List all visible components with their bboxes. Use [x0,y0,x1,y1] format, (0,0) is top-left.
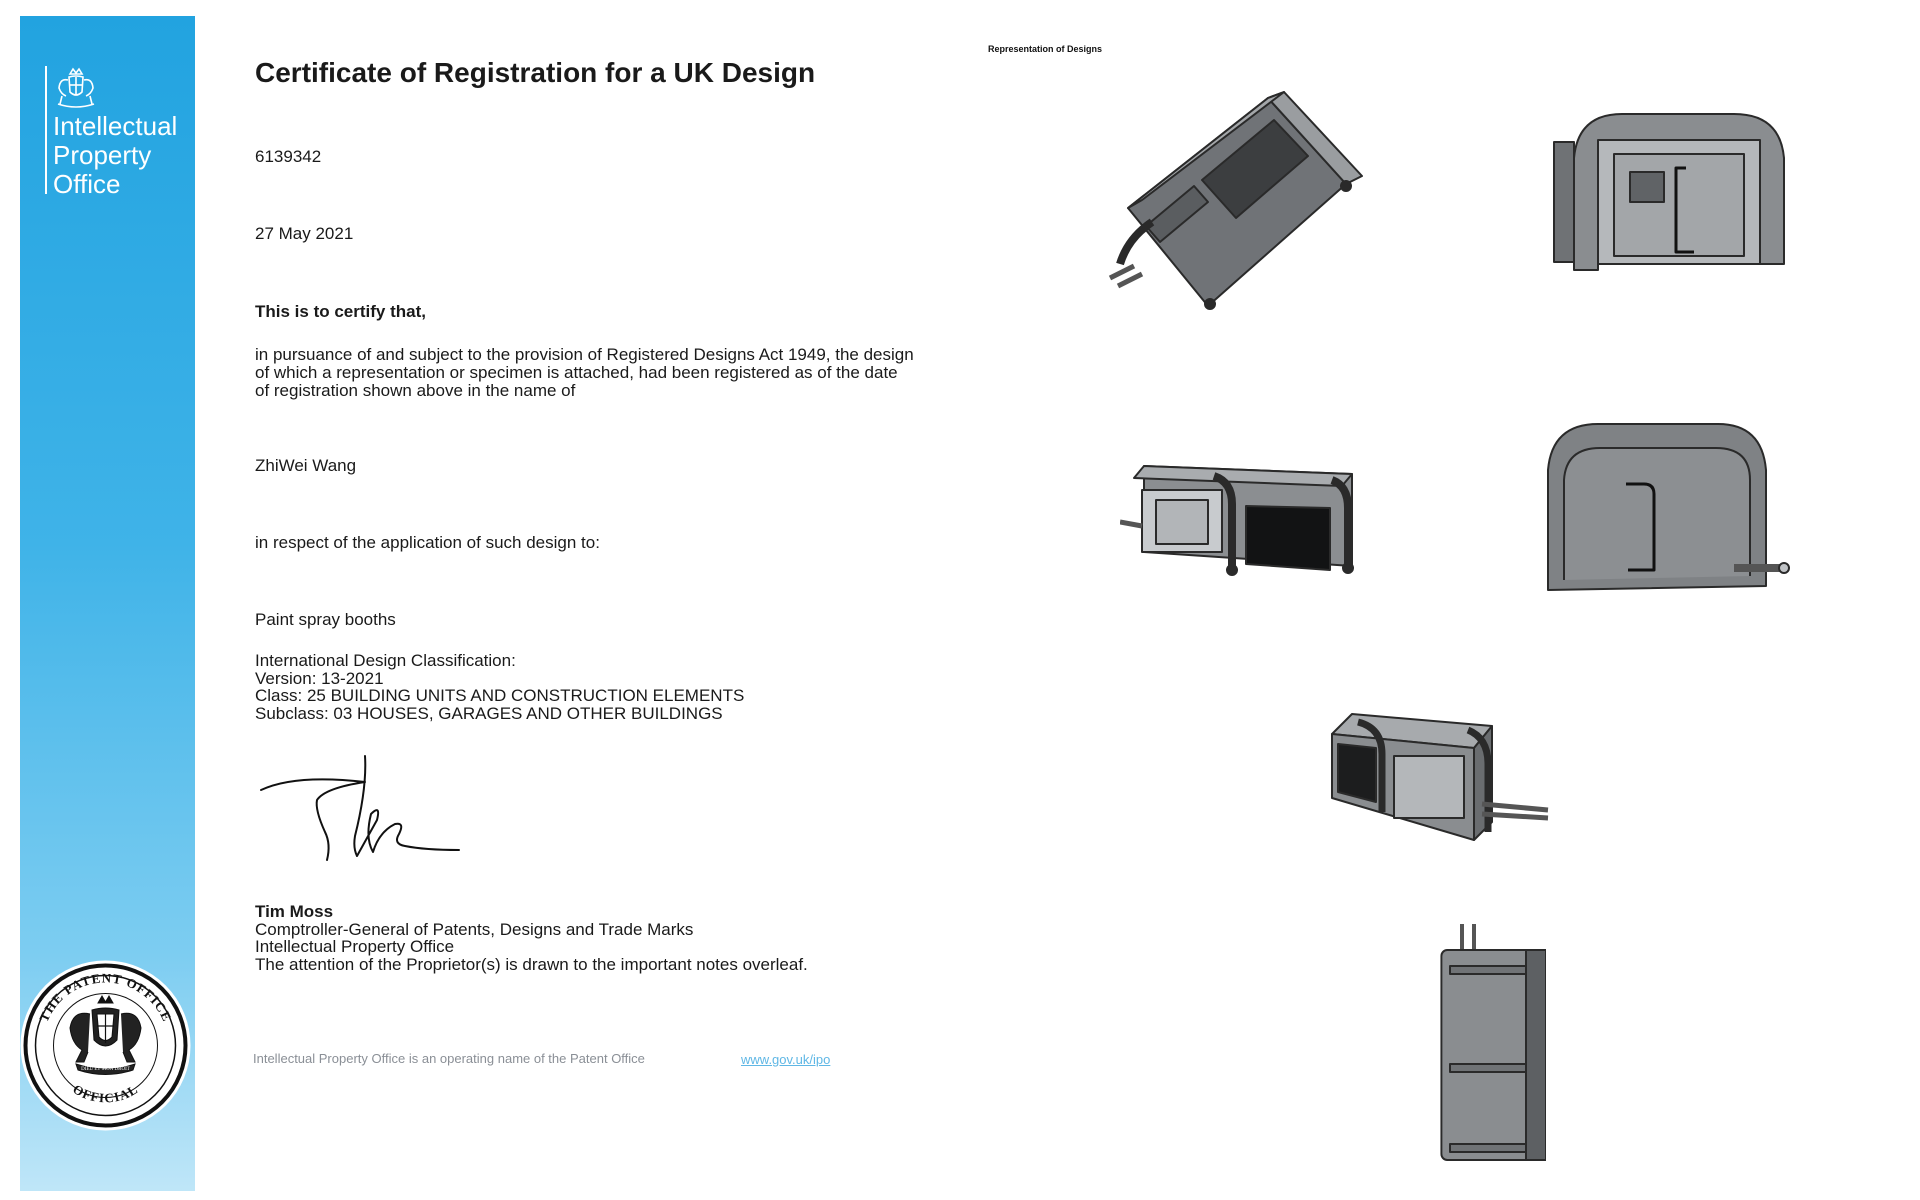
seal-top-text: THE PATENT OFFICE [36,970,175,1025]
spray-booth-perspective-icon [1108,88,1368,318]
ipo-website-link[interactable]: www.gov.uk/ipo [741,1052,831,1067]
signatory-block [255,903,808,973]
proprietor-notice: The attention of the Proprietor(s) is drawn to the important notes overleaf. [255,954,808,974]
spray-booth-angled-icon [1328,708,1558,848]
royal-crest-icon [52,66,100,108]
design-view-4 [1544,420,1794,595]
signatory-name: Tim Moss [255,902,334,921]
registration-number: 6139342 [255,147,322,166]
ipo-logo-line: Office [53,169,121,199]
representations-heading: Representation of Designs [988,44,1103,54]
provision-text: in pursuance of and subject to the provision of Registered Designs Act 1949, the design of which a representation or specimen is attached, had been registered as of the date of registration shown above in the name of [255,345,914,400]
classification-subclass: Subclass: 03 HOUSES, GARAGES AND OTHER BUILDINGS [255,703,723,723]
product-name: Paint spray booths [255,610,396,629]
classification-version: Version: 13-2021 [255,668,384,688]
spray-booth-top-icon [1426,922,1546,1162]
design-classification [255,652,744,722]
design-view-5 [1328,708,1558,848]
design-view-3 [1120,452,1370,602]
application-respect-text: in respect of the application of such design to: [255,533,600,552]
design-view-6 [1426,922,1546,1162]
design-view-1 [1108,88,1368,318]
ipo-logo-text [53,112,193,199]
registration-date: 27 May 2021 [255,224,354,243]
spray-booth-side-icon [1120,452,1370,602]
handwritten-signature-icon [255,748,465,868]
seal-motto: DIEU ET MON DROIT [81,1067,130,1072]
ipo-logo-rule [45,66,47,194]
certify-heading: This is to certify that, [255,302,426,321]
spray-booth-front-icon [1548,106,1788,276]
ipo-logo-line: Intellectual [53,111,178,141]
spray-booth-rear-icon [1544,420,1794,595]
ipo-logo-line: Property [53,140,152,170]
representations-page [948,0,1920,1200]
design-view-2 [1548,106,1788,276]
certificate-title: Certificate of Registration for a UK Design [255,57,816,88]
signatory-office: Intellectual Property Office [255,937,455,956]
signatory-role: Comptroller-General of Patents, Designs and Trade Marks [255,919,694,939]
patent-office-seal-icon [18,958,193,1133]
footer-note: Intellectual Property Office is an operating name of the Patent Office [253,1051,645,1066]
proprietor-name: ZhiWei Wang [255,456,357,475]
classification-heading: International Design Classification: [255,651,516,670]
classification-class: Class: 25 BUILDING UNITS AND CONSTRUCTION ELEMENTS [255,686,745,705]
certificate-page [0,0,940,1200]
seal-bottom-text: OFFICIAL [70,1081,141,1106]
